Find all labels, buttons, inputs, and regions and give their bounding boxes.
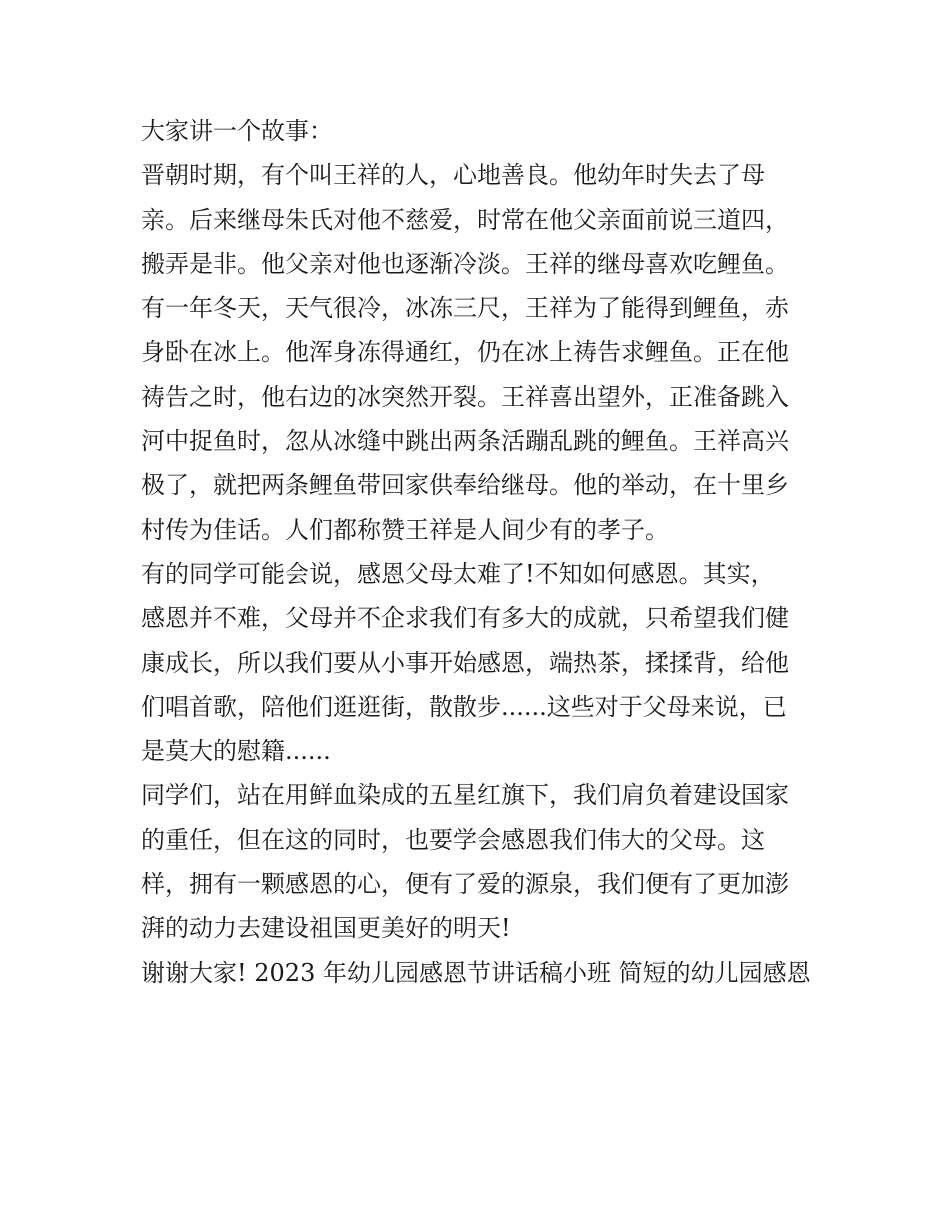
text-line: 大家讲一个故事： — [141, 117, 333, 145]
text-line: 感恩并不难，父母并不企求我们有多大的成就，只希望我们健 — [141, 604, 789, 633]
text-line: 搬弄是非。他父亲对他也逐渐冷淡。王祥的继母喜欢吃鲤鱼。 — [141, 249, 789, 278]
text-line: 有一年冬天，天气很冷，冰冻三尺，王祥为了能得到鲤鱼，赤 — [141, 294, 789, 323]
text-line: 湃的动力去建设祖国更美好的明天! — [141, 914, 511, 943]
text-line: 康成长，所以我们要从小事开始感恩，端热茶，揉揉背，给他 — [141, 648, 789, 677]
text-line: 晋朝时期，有个叫王祥的人，心地善良。他幼年时失去了母 — [141, 161, 765, 190]
text-line: 有的同学可能会说，感恩父母太难了!不知如何感恩。其实， — [141, 559, 775, 588]
text-line: 同学们，站在用鲜血染成的五星红旗下，我们肩负着建设国家 — [141, 781, 789, 810]
text-line: 的重任，但在这的同时，也要学会感恩我们伟大的父母。这 — [141, 825, 765, 854]
text-line: 极了，就把两条鲤鱼带回家供奉给继母。他的举动，在十里乡 — [141, 471, 789, 500]
text-line: 身卧在冰上。他浑身冻得通红，仍在冰上祷告求鲤鱼。正在他 — [141, 338, 789, 367]
text-line: 亲。后来继母朱氏对他不慈爱，时常在他父亲面前说三道四， — [141, 205, 789, 234]
text-line: 河中捉鱼时，忽从冰缝中跳出两条活蹦乱跳的鲤鱼。王祥高兴 — [141, 427, 789, 456]
text-line: 们唱首歌，陪他们逛逛街，散散步......这些对于父母来说，已 — [141, 692, 787, 721]
text-line: 样，拥有一颗感恩的心，便有了爱的源泉，我们便有了更加澎 — [141, 870, 789, 899]
text-line: 祷告之时，他右边的冰突然开裂。王祥喜出望外，正准备跳入 — [141, 382, 789, 411]
text-line: 村传为佳话。人们都称赞王祥是人间少有的孝子。 — [141, 515, 669, 544]
document-body — [141, 109, 821, 995]
text-line: 是莫大的慰籍...... — [141, 737, 331, 766]
text-line: 谢谢大家! 2023 年幼儿园感恩节讲话稿小班 简短的幼儿园感恩 — [141, 958, 811, 987]
